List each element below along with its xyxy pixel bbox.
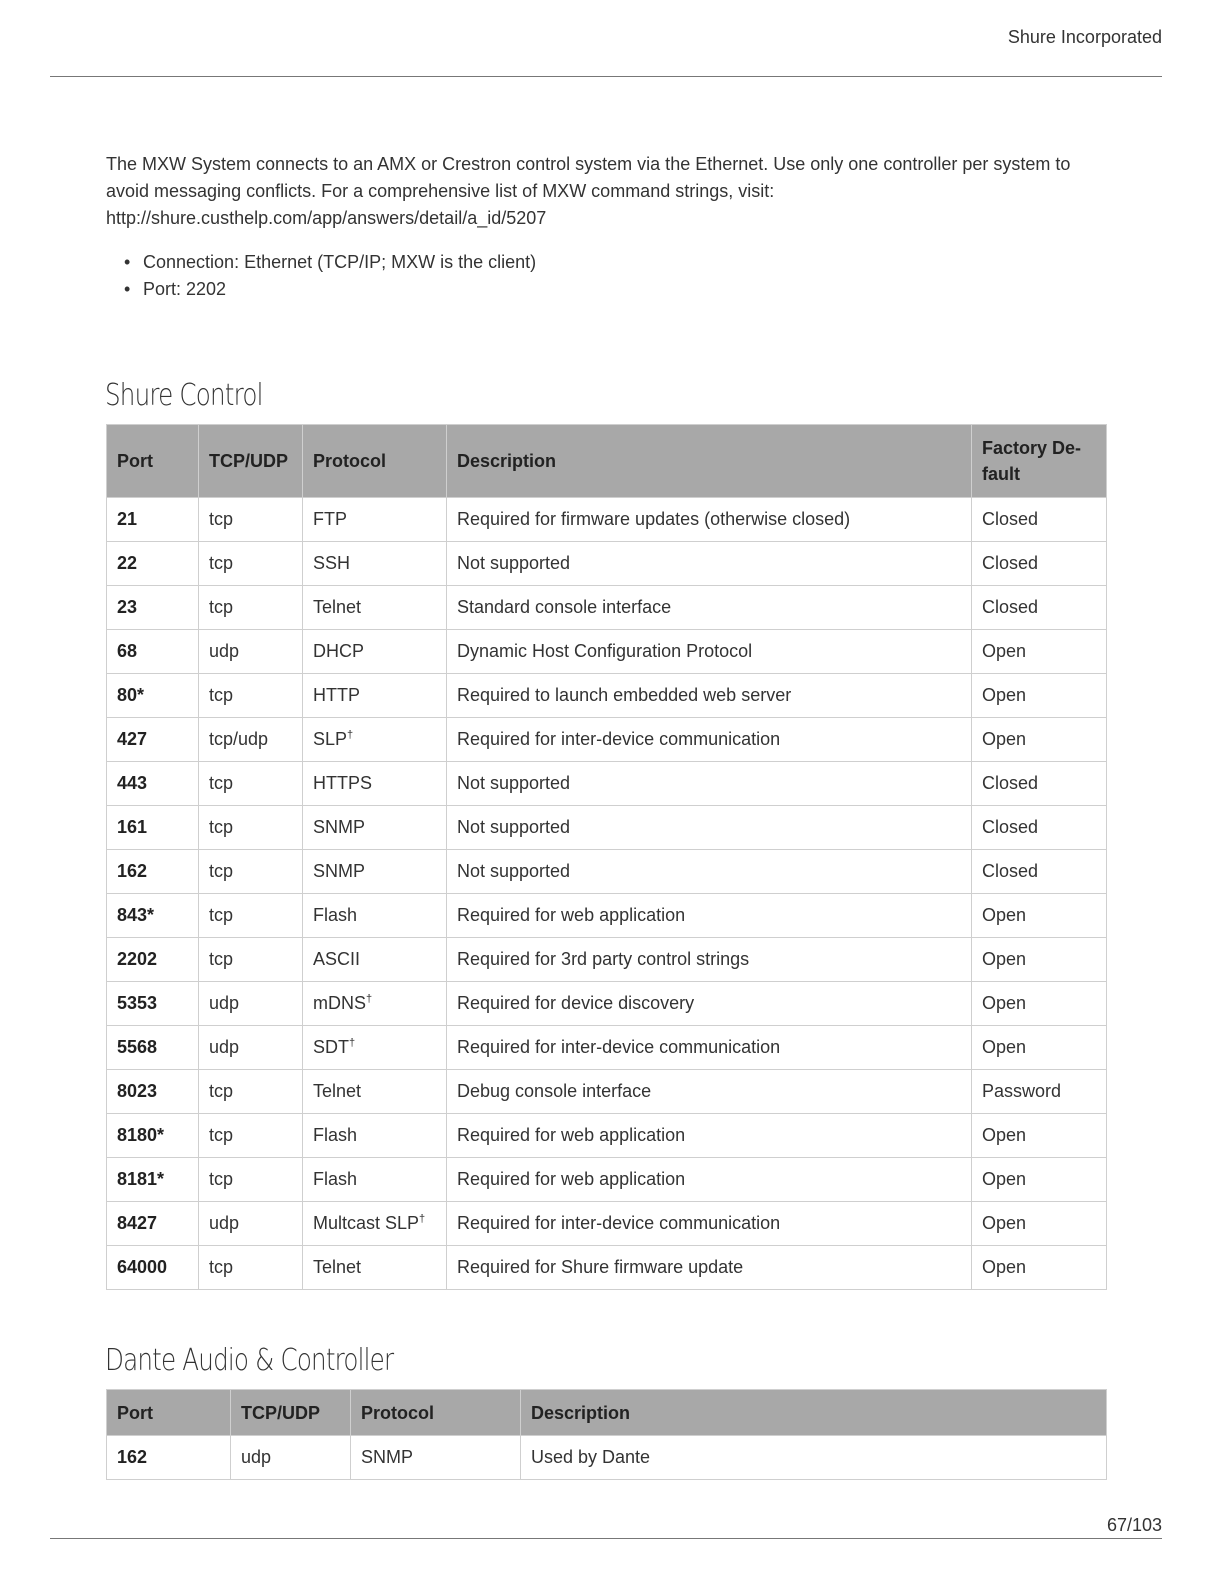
cell-protocol (303, 762, 447, 806)
protocol-name: mDNS (313, 993, 366, 1013)
cell-protocol (303, 1070, 447, 1114)
table-row (107, 630, 1107, 674)
page-number: 67/103 (1106, 1515, 1162, 1535)
cell-protocol: SNMP (351, 1436, 521, 1480)
col-header-protocol: Protocol (303, 425, 447, 498)
cell-port: 80* (107, 674, 199, 718)
cell-port: 162 (107, 1436, 231, 1480)
bullet-item-connection (106, 249, 536, 276)
cell-description: Required for firmware updates (otherwise closed) (447, 498, 972, 542)
cell-description: Required for web application (447, 1114, 972, 1158)
cell-description: Not supported (447, 806, 972, 850)
protocol-name: Telnet (313, 597, 362, 617)
protocol-name: Flash (313, 1125, 358, 1145)
cell-tcp-udp: tcp (199, 1070, 303, 1114)
table-row (107, 1246, 1107, 1290)
table-row (107, 498, 1107, 542)
table-row (107, 850, 1107, 894)
cell-factory-default: Open (972, 1114, 1107, 1158)
dagger-mark: † (366, 993, 373, 1005)
cell-tcp-udp: tcp (199, 542, 303, 586)
cell-factory-default: Password (972, 1070, 1107, 1114)
cell-tcp-udp: tcp (199, 762, 303, 806)
col-header-tcp-udp: TCP/UDP (231, 1390, 351, 1436)
cell-protocol (303, 674, 447, 718)
cell-description: Dynamic Host Configuration Protocol (447, 630, 972, 674)
cell-tcp-udp: tcp (199, 938, 303, 982)
cell-factory-default: Open (972, 674, 1107, 718)
header-divider (50, 76, 1162, 77)
protocol-name: HTTP (313, 685, 360, 705)
bullet-marker: • (124, 279, 131, 299)
cell-port: 5353 (107, 982, 199, 1026)
shure-control-table (106, 424, 1107, 1290)
table-row (107, 1436, 1107, 1480)
table-header-row (107, 1390, 1107, 1436)
cell-factory-default: Open (972, 718, 1107, 762)
cell-tcp-udp: udp (231, 1436, 351, 1480)
protocol-name: SDT (313, 1037, 349, 1057)
protocol-name: SNMP (313, 861, 366, 881)
protocol-name: HTTPS (313, 773, 373, 793)
table-row (107, 542, 1107, 586)
cell-factory-default: Open (972, 1026, 1107, 1070)
col-header-port: Port (107, 1390, 231, 1436)
table-row (107, 586, 1107, 630)
cell-protocol (303, 542, 447, 586)
cell-tcp-udp: tcp (199, 1246, 303, 1290)
cell-protocol (303, 1202, 447, 1246)
dagger-mark: † (347, 729, 354, 741)
table-row (107, 894, 1107, 938)
cell-port: 23 (107, 586, 199, 630)
cell-description: Required for inter-device communication (447, 1026, 972, 1070)
cell-tcp-udp: udp (199, 1026, 303, 1070)
cell-tcp-udp: tcp (199, 1158, 303, 1202)
dagger-mark: † (349, 1037, 356, 1049)
table-row (107, 718, 1107, 762)
protocol-name: ASCII (313, 949, 361, 969)
cell-description: Not supported (447, 762, 972, 806)
table-row (107, 806, 1107, 850)
cell-tcp-udp: tcp (199, 850, 303, 894)
cell-description: Required for inter-device communication (447, 718, 972, 762)
footer-divider (50, 1538, 1162, 1539)
table-row (107, 1114, 1107, 1158)
cell-protocol (303, 894, 447, 938)
cell-port: 21 (107, 498, 199, 542)
col-header-protocol: Protocol (351, 1390, 521, 1436)
cell-factory-default: Open (972, 938, 1107, 982)
cell-port: 2202 (107, 938, 199, 982)
cell-protocol (303, 806, 447, 850)
cell-description: Used by Dante (521, 1436, 1107, 1480)
cell-description: Required for inter-device communication (447, 1202, 972, 1246)
table-row (107, 1070, 1107, 1114)
dagger-mark: † (419, 1213, 426, 1225)
protocol-name: FTP (313, 509, 347, 529)
cell-protocol (303, 498, 447, 542)
cell-tcp-udp: tcp (199, 1114, 303, 1158)
bullet-item-port (106, 276, 536, 303)
cell-factory-default: Closed (972, 762, 1107, 806)
cell-description: Standard console interface (447, 586, 972, 630)
protocol-name: Flash (313, 905, 358, 925)
cell-factory-default: Closed (972, 542, 1107, 586)
col-header-port: Port (107, 425, 199, 498)
cell-tcp-udp: udp (199, 1202, 303, 1246)
table-row (107, 938, 1107, 982)
protocol-name: Multcast SLP (313, 1213, 420, 1233)
cell-port: 8180* (107, 1114, 199, 1158)
cell-port: 22 (107, 542, 199, 586)
cell-description: Required for web application (447, 894, 972, 938)
bullet-text: Connection: Ethernet (TCP/IP; MXW is the client) (143, 252, 537, 272)
cell-port: 5568 (107, 1026, 199, 1070)
cell-tcp-udp: tcp (199, 806, 303, 850)
protocol-name: Telnet (313, 1081, 362, 1101)
table-row (107, 1158, 1107, 1202)
bullet-text: Port: 2202 (143, 279, 227, 299)
cell-factory-default: Closed (972, 806, 1107, 850)
cell-tcp-udp: tcp/udp (199, 718, 303, 762)
cell-protocol (303, 630, 447, 674)
cell-description: Not supported (447, 542, 972, 586)
table-row (107, 1026, 1107, 1070)
cell-factory-default: Open (972, 1158, 1107, 1202)
cell-tcp-udp: tcp (199, 674, 303, 718)
cell-tcp-udp: udp (199, 982, 303, 1026)
protocol-name: SLP (313, 729, 348, 749)
cell-tcp-udp: tcp (199, 894, 303, 938)
protocol-name: DHCP (313, 641, 365, 661)
cell-port: 68 (107, 630, 199, 674)
cell-description: Required for Shure firmware update (447, 1246, 972, 1290)
cell-tcp-udp: tcp (199, 586, 303, 630)
cell-port: 8427 (107, 1202, 199, 1246)
cell-factory-default: Open (972, 982, 1107, 1026)
cell-port: 8023 (107, 1070, 199, 1114)
intro-paragraph: The MXW System connects to an AMX or Crestron control system via the Ethernet. Use only one controller per system to avoid messaging conflicts. For a comprehensive list of MXW command strings, visit: http://shure.custhelp.com/app/answers/detail/a_id/5207 (106, 154, 1071, 228)
cell-factory-default: Open (972, 630, 1107, 674)
dante-table (106, 1389, 1107, 1480)
header-company-name: Shure Incorporated (1007, 27, 1162, 47)
cell-protocol (303, 850, 447, 894)
cell-port: 427 (107, 718, 199, 762)
table-row (107, 762, 1107, 806)
col-header-description: Description (521, 1390, 1107, 1436)
cell-protocol (303, 938, 447, 982)
cell-factory-default: Closed (972, 850, 1107, 894)
col-header-description: Description (447, 425, 972, 498)
section-title-shure-control: Shure Control (105, 378, 263, 413)
col-header-factory-default: Factory De- fault (972, 425, 1107, 498)
section-title-dante: Dante Audio & Controller (105, 1343, 394, 1378)
cell-protocol (303, 1246, 447, 1290)
cell-port: 161 (107, 806, 199, 850)
cell-protocol (303, 1158, 447, 1202)
cell-protocol (303, 586, 447, 630)
cell-factory-default: Closed (972, 586, 1107, 630)
cell-protocol (303, 1114, 447, 1158)
cell-description: Required for device discovery (447, 982, 972, 1026)
cell-description: Debug console interface (447, 1070, 972, 1114)
protocol-name: Flash (313, 1169, 358, 1189)
cell-tcp-udp: tcp (199, 498, 303, 542)
protocol-name: SSH (313, 553, 351, 573)
cell-description: Required to launch embedded web server (447, 674, 972, 718)
cell-protocol (303, 1026, 447, 1070)
table-row (107, 1202, 1107, 1246)
intro-bullet-list (106, 249, 536, 303)
cell-protocol (303, 718, 447, 762)
col-header-tcp-udp: TCP/UDP (199, 425, 303, 498)
cell-port: 843* (107, 894, 199, 938)
cell-factory-default: Open (972, 1202, 1107, 1246)
cell-description: Not supported (447, 850, 972, 894)
cell-port: 443 (107, 762, 199, 806)
cell-port: 162 (107, 850, 199, 894)
protocol-name: Telnet (313, 1257, 362, 1277)
protocol-name: SNMP (313, 817, 366, 837)
cell-description: Required for 3rd party control strings (447, 938, 972, 982)
cell-factory-default: Open (972, 894, 1107, 938)
cell-description: Required for web application (447, 1158, 972, 1202)
cell-port: 64000 (107, 1246, 199, 1290)
cell-factory-default: Closed (972, 498, 1107, 542)
cell-tcp-udp: udp (199, 630, 303, 674)
cell-port: 8181* (107, 1158, 199, 1202)
cell-factory-default: Open (972, 1246, 1107, 1290)
table-row (107, 982, 1107, 1026)
table-header-row (107, 425, 1107, 498)
table-row (107, 674, 1107, 718)
bullet-marker: • (124, 252, 131, 272)
cell-protocol (303, 982, 447, 1026)
